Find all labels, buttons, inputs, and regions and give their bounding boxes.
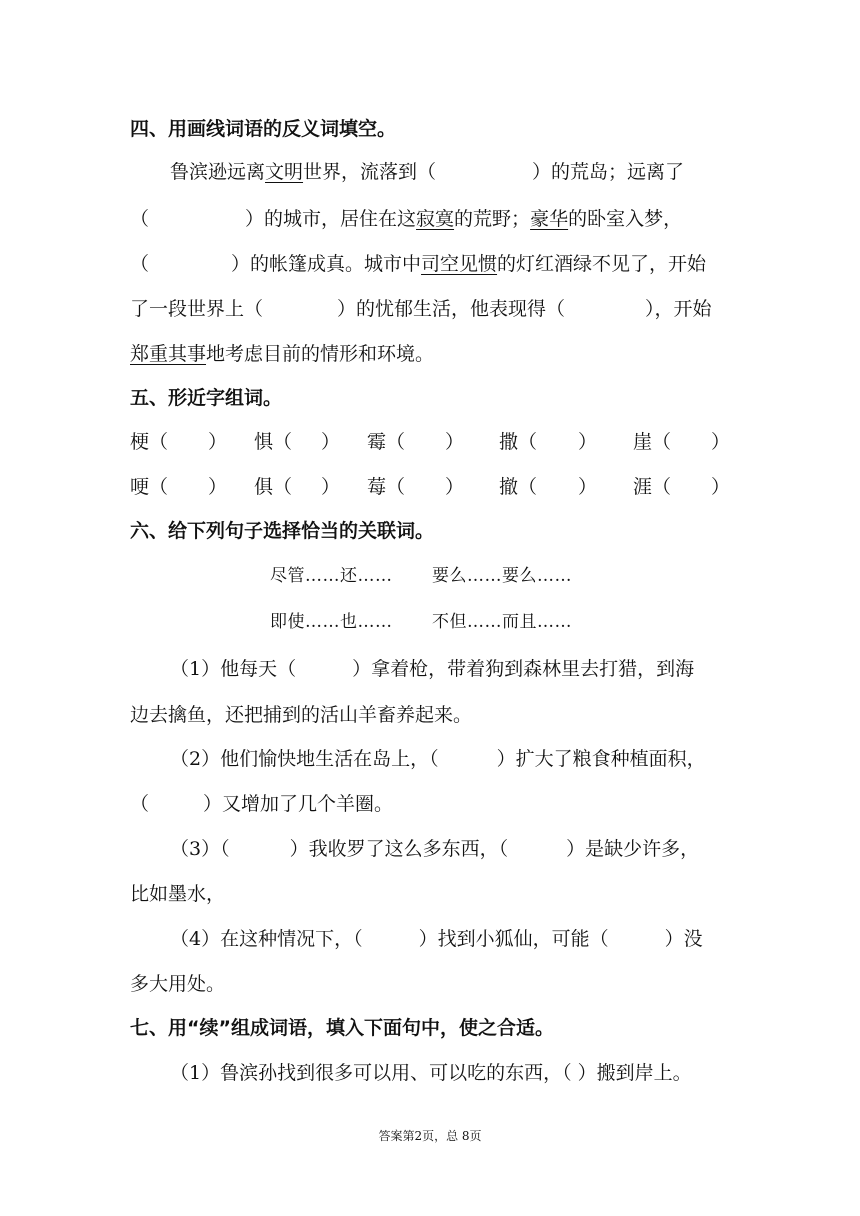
section6-q2-line-1: （2）他们愉快地生活在岛上，（ ）扩大了粮食种植面积，: [170, 748, 706, 770]
char-cell: 哽（ ）: [130, 476, 227, 498]
char-cell: 惧（ ）: [254, 431, 340, 453]
page-footer: 答案第2页，总 8页: [378, 1129, 482, 1143]
section5-heading: 五、形近字组词。: [130, 387, 283, 409]
section6-q1-line-2: 边去擒鱼，还把捕到的活山羊畜养起来。: [130, 704, 473, 726]
section7-q1: （1）鲁滨孙找到很多可以用、可以吃的东西，（ ）搬到岸上。: [170, 1062, 692, 1084]
underlined-word: 司空见惯: [421, 253, 498, 275]
section6-q3-line-2: 比如墨水，: [130, 883, 226, 905]
char-cell: 莓（ ）: [367, 476, 464, 498]
char-cell: 撒（ ）: [499, 431, 597, 453]
section6-heading: 六、给下列句子选择恰当的关联词。: [130, 520, 435, 542]
underlined-word: 郑重其事: [130, 343, 207, 365]
section4-line-4: 了一段世界上（ ）的忧郁生活，他表现得（ ），开始: [130, 298, 712, 320]
char-cell: 霉（ ）: [367, 431, 464, 453]
option-jinguan: 尽管……还……: [270, 566, 393, 586]
underlined-word: 文明: [265, 161, 304, 183]
char-cell: 俱（ ）: [254, 476, 340, 498]
char-row-1: [130, 429, 730, 455]
underlined-word: 寂寞: [416, 208, 455, 230]
char-cell: 梗（ ）: [130, 431, 227, 453]
section4-heading: 四、用画线词语的反义词填空。: [130, 118, 397, 140]
section4-line-5: 郑重其事地考虑目前的情形和环境。: [130, 343, 435, 365]
underlined-word: 豪华: [530, 208, 569, 230]
section4-line-1: 鲁滨逊远离文明世界，流落到（ ）的荒岛；远离了: [170, 161, 685, 183]
char-cell: 涯（ ）: [633, 476, 730, 498]
char-cell: 撤（ ）: [499, 476, 597, 498]
section4-line-2: （ ）的城市，居住在这寂寞的荒野；豪华的卧室入梦，: [130, 208, 683, 230]
char-row-2: [130, 474, 730, 500]
option-budan: 不但……而且……: [432, 612, 572, 632]
option-yaome: 要么……要么……: [432, 566, 572, 586]
section6-q3-line-1: （3）（ ）我收罗了这么多东西，（ ）是缺少许多，: [170, 838, 700, 860]
section4-line-3: （ ）的帐篷成真。城市中司空见惯的灯红酒绿不见了，开始: [130, 253, 707, 275]
section6-q4-line-2: 多大用处。: [130, 973, 226, 995]
section7-heading: 七、用“续”组成词语，填入下面句中，使之合适。: [130, 1017, 554, 1039]
char-cell: 崖（ ）: [633, 431, 730, 453]
section6-q4-line-1: （4）在这种情况下，（ ）找到小狐仙，可能（ ）没: [170, 928, 703, 950]
section6-q2-line-2: （ ）又增加了几个羊圈。: [130, 793, 394, 815]
option-jishi: 即使……也……: [270, 612, 393, 632]
section6-q1-line-1: （1）他每天（ ）拿着枪，带着狗到森林里去打猎，到海: [170, 658, 695, 680]
